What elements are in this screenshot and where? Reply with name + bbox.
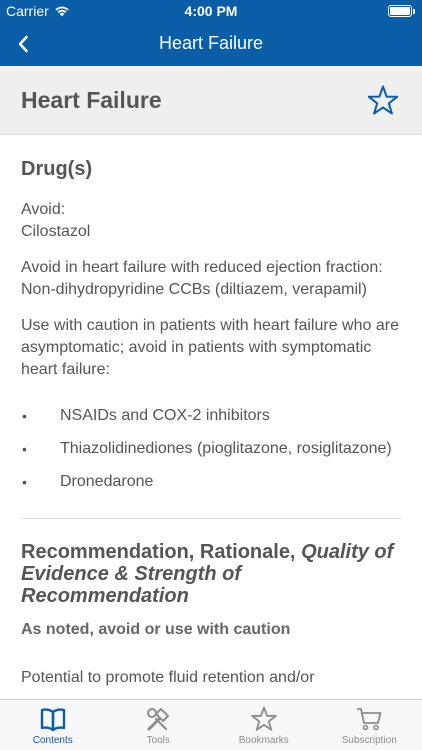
nav-title: Heart Failure — [158, 33, 264, 53]
list-item: • Dronedarone — [21, 471, 401, 493]
battery-level — [390, 7, 410, 15]
avoid-drug: Cilostazol — [21, 223, 91, 240]
rationale-paragraph: Potential to promote fluid retention and/or — [21, 669, 315, 686]
list-item: • Thiazolidinediones (pioglitazone, rosiglitazone) — [21, 438, 401, 460]
tab-label: Subscription — [341, 735, 397, 746]
status-bar — [0, 0, 422, 22]
page-title: Heart Failure — [21, 87, 162, 113]
battery-icon — [388, 5, 412, 17]
section-divider — [21, 518, 401, 519]
drug-bullet-list — [21, 405, 401, 493]
reduced-ef-paragraph: Avoid in heart failure with reduced ejection fraction: Non-dihydropyridine CCBs (diltiazem, verapamil) — [21, 259, 383, 298]
content-area[interactable] — [0, 136, 422, 699]
avoid-paragraph — [21, 199, 401, 243]
recommendation-heading-plain: Recommendation, Rationale, — [21, 541, 302, 563]
navigation-bar — [0, 22, 422, 66]
chevron-left-icon — [17, 35, 29, 53]
recommendation-summary: As noted, avoid or use with caution — [21, 621, 291, 638]
back-button[interactable] — [8, 29, 38, 59]
recommendation-heading — [21, 541, 401, 607]
list-item: • NSAIDs and COX-2 inhibitors — [21, 405, 401, 427]
tab-label: Tools — [146, 735, 170, 746]
caution-paragraph: Use with caution in patients with heart failure who are asymptomatic; avoid in patients with symptomatic heart failure: — [21, 317, 399, 378]
book-icon — [39, 706, 67, 732]
avoid-label: Avoid: — [21, 201, 66, 218]
tools-icon — [144, 706, 172, 732]
tab-contents[interactable] — [0, 700, 106, 750]
star-icon — [250, 706, 278, 732]
bookmark-star-icon[interactable] — [366, 84, 400, 118]
tab-label: Contents — [32, 735, 73, 746]
tab-bookmarks[interactable] — [211, 700, 317, 750]
tab-tools[interactable] — [106, 700, 212, 750]
page-header — [0, 66, 422, 135]
tab-bar — [0, 699, 422, 750]
cart-icon — [355, 706, 383, 732]
tab-subscription[interactable] — [317, 700, 422, 750]
tab-label: Bookmarks — [238, 735, 289, 746]
drugs-section-title: Drug(s) — [21, 158, 93, 180]
recommendation-heading-italic: Quality of Evidence & Strength of Recommendation — [21, 541, 394, 607]
carrier-label: Carrier — [6, 3, 49, 19]
status-time: 4:00 PM — [184, 3, 238, 19]
